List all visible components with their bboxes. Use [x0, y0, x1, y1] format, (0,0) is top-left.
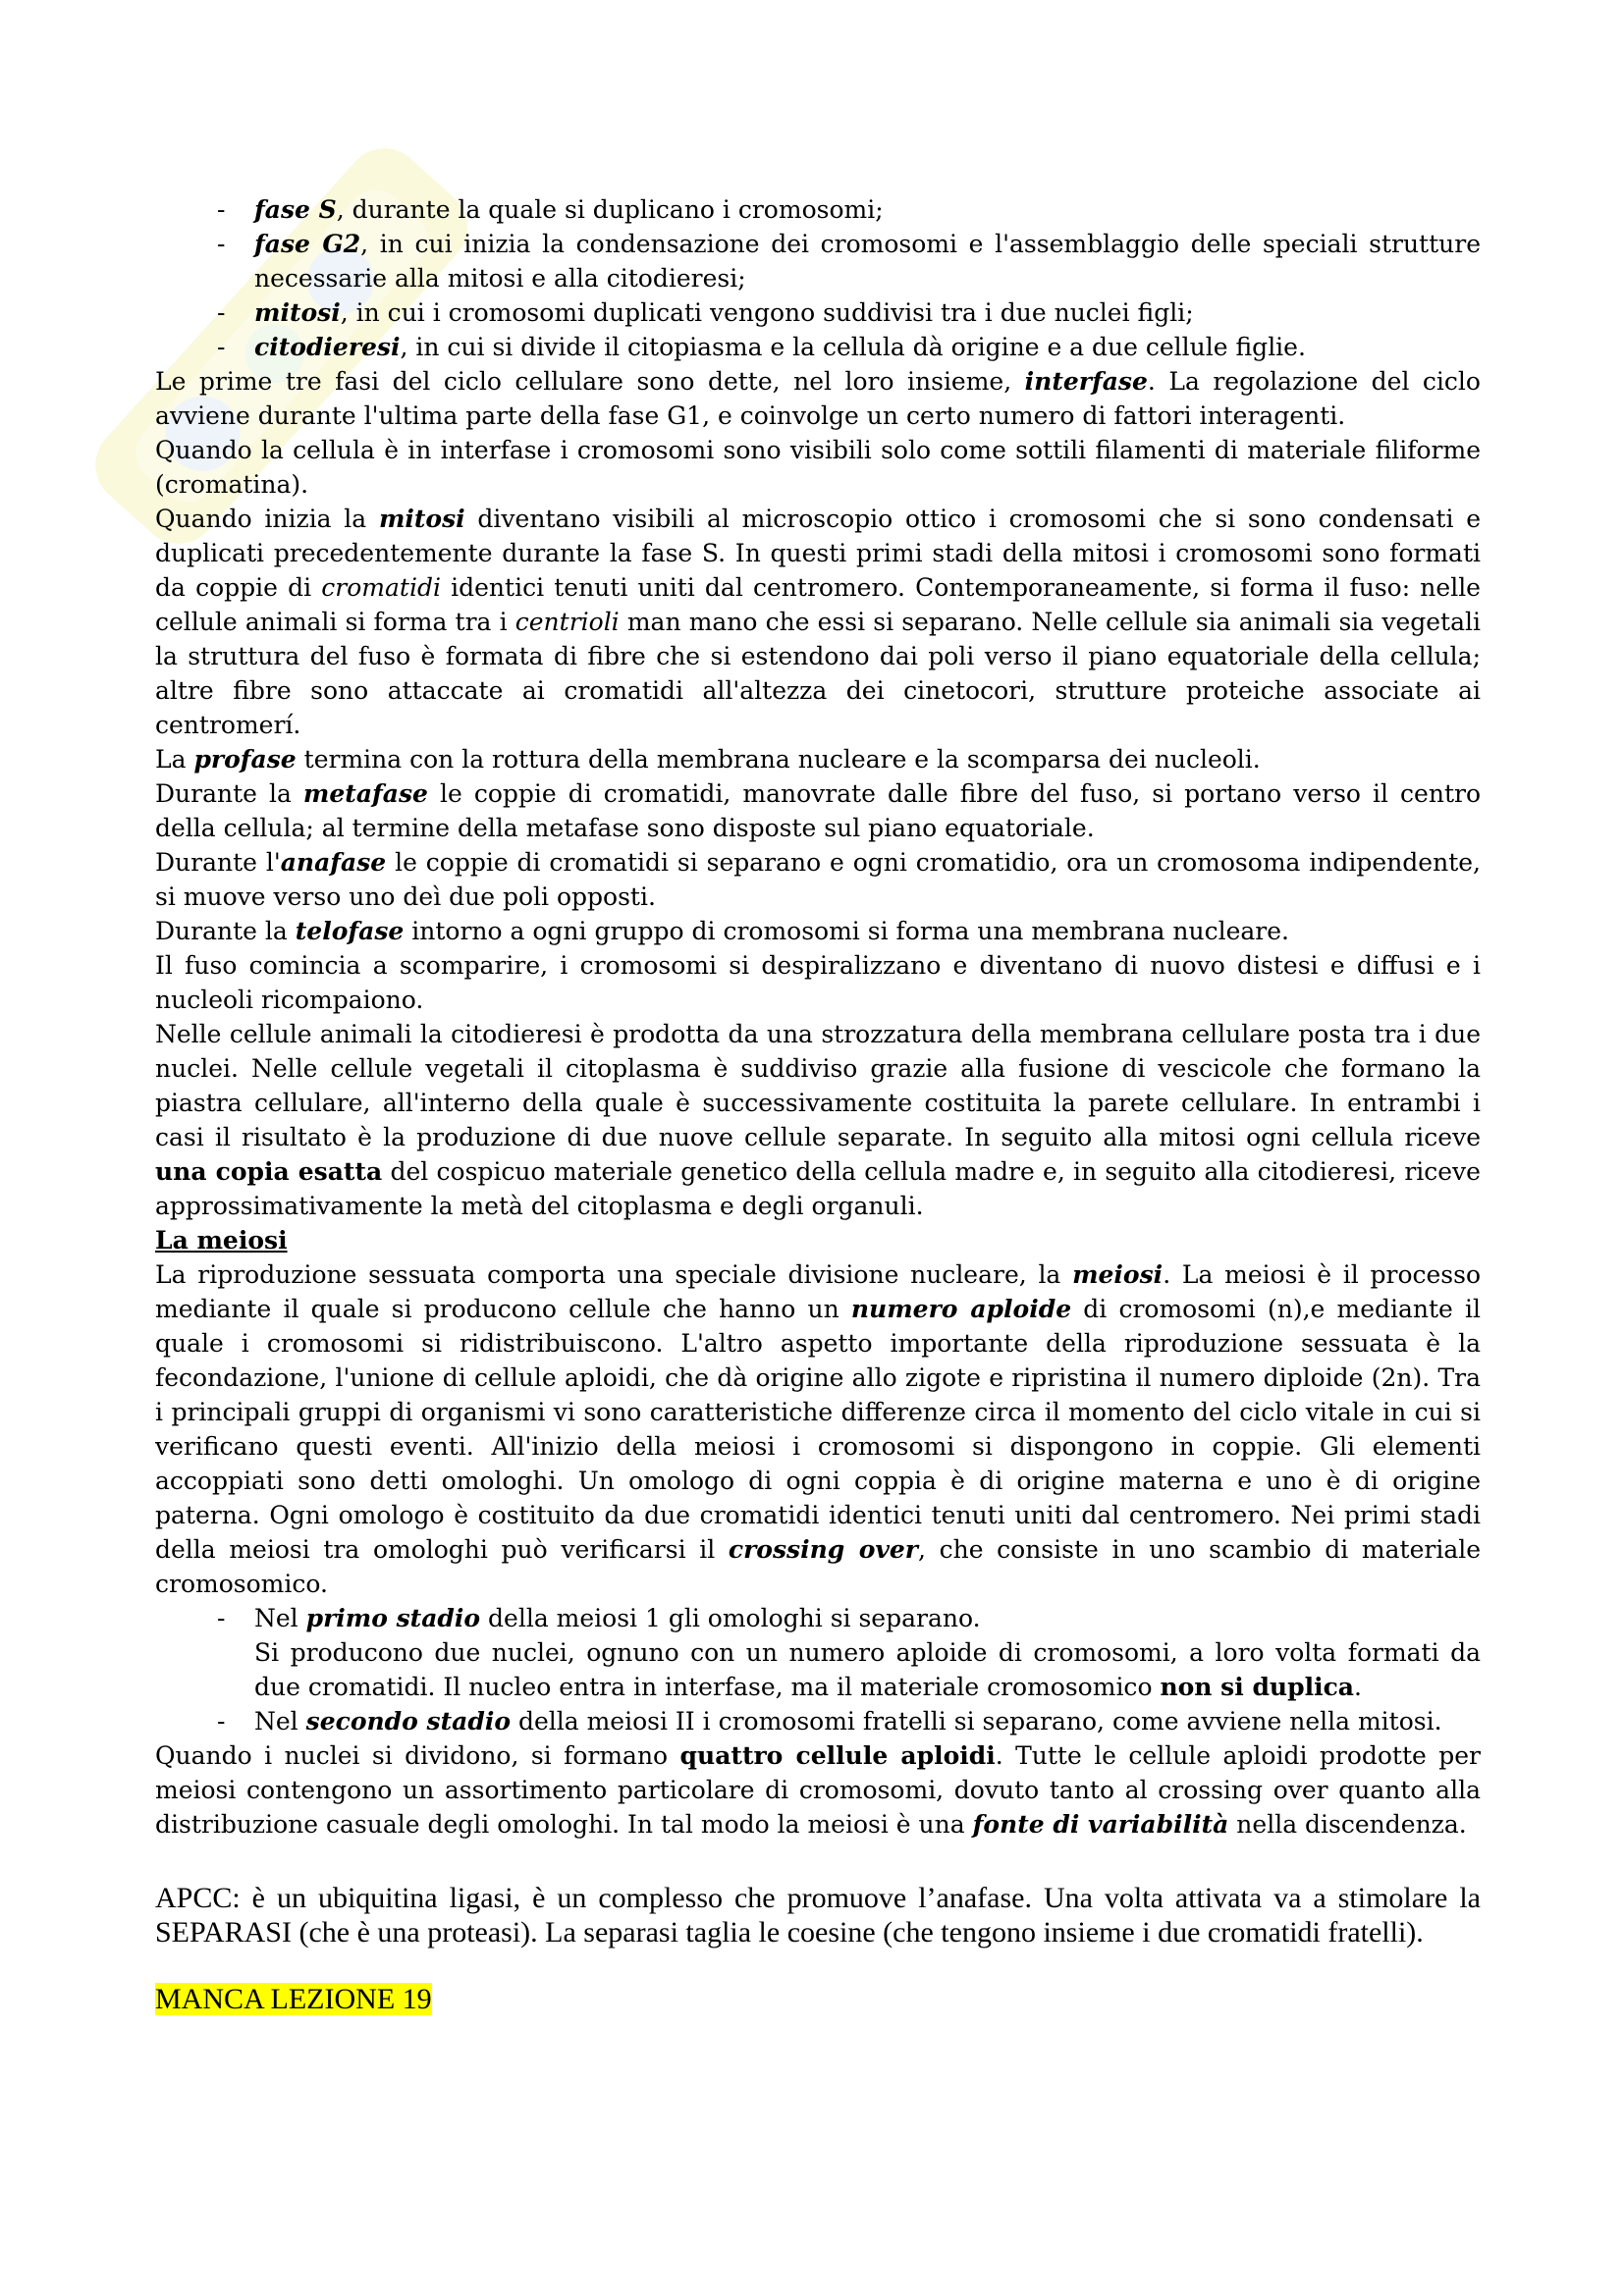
paragraph-cytokinesis: [155, 1017, 1481, 1223]
phase-term: citodieresi: [254, 333, 401, 361]
text-run: Nelle cellule animali la citodieresi è prodotta da una strozzatura della membrana cellulare posta tra i due nuclei. Nelle cellule vegetali il citoplasma è suddiviso grazie alla fusione di vescicole che formano la piastra cellulare, all'interno della quale è successivamente costituita la parete cellulare. In entrambi i casi il risultato è la produzione di due nuove cellule separate. In seguito alla mitosi ogni cellula riceve: [155, 1020, 1481, 1151]
list-marker: -: [217, 195, 226, 224]
phase-term: fase G2: [254, 230, 361, 258]
phase-term: mitosi: [254, 298, 341, 327]
text-run: del cospicuo materiale genetico della cellula madre e, in seguito alla citodieresi, riceve approssimativamente la metà del citoplasma e degli organuli.: [155, 1157, 1481, 1220]
text-run: Si producono due nuclei, ognuno con un numero aploide di cromosomi, a loro volta formati da due cromatidi. Il nucleo entra in interfase, ma il materiale cromosomico: [254, 1638, 1481, 1701]
text-run: le coppie di cromatidi si separano e ogni cromatidio, ora un cromosoma indipendente, si muove verso uno deì due poli opposti.: [155, 848, 1481, 911]
list-item: [217, 1601, 1481, 1704]
paragraph-meiosis-intro: [155, 1257, 1481, 1601]
text-run: man mano che essi si separano. Nelle cellule sia animali sia vegetali la struttura del fuso è formata di fibre che si estendono dai poli verso il piano equatoriale della cellula; altre fibre sono attaccate ai cromatidi all'altezza dei cinetocori, strutture proteiche associate ai centromerí.: [155, 608, 1481, 739]
text-run: Quando i nuclei si dividono, si formano: [155, 1741, 680, 1770]
key-term: fonte di variabilità: [972, 1810, 1229, 1839]
key-term: crossing over: [728, 1535, 918, 1564]
key-term: numero aploide: [850, 1295, 1072, 1323]
italic-term: centrioli: [514, 608, 620, 636]
bold-emphasis: quattro cellule aploidi: [679, 1741, 996, 1770]
italic-term: cromatidi: [321, 573, 441, 602]
phase-description: , in cui inizia la condensazione dei cromosomi e l'assemblaggio delle speciali strutture necessarie alla mitosi e alla citodieresi;: [254, 230, 1481, 293]
paragraph-meiosis-outcome: [155, 1738, 1481, 1842]
text-run: Nel: [254, 1707, 306, 1735]
missing-lesson-note: MANCA LEZIONE 19: [155, 1983, 432, 2015]
list-marker: -: [217, 333, 226, 361]
key-term: profase: [193, 745, 297, 774]
text-run: . La meiosi è il processo mediante il quale si producono cellule che hanno un: [155, 1260, 1481, 1323]
text-run: . La regolazione del ciclo avviene durante l'ultima parte della fase G1, e coinvolge un certo numero di fattori interagenti.: [155, 367, 1481, 430]
list-item: [217, 295, 1481, 330]
paragraph-prophase: [155, 742, 1481, 776]
text-run: nella discendenza.: [1228, 1810, 1467, 1839]
meiosis-stage-list: [155, 1601, 1481, 1738]
meiosis-heading: La meiosi: [155, 1226, 288, 1255]
text-run: intorno a ogni gruppo di cromosomi si forma una membrana nucleare.: [404, 917, 1289, 945]
list-item: [217, 192, 1481, 227]
text-run: identici tenuti uniti dal centromero. Contemporaneamente, si forma il fuso: nelle cellule animali si forma tra i: [155, 573, 1481, 636]
phase-description: , durante la quale si duplicano i cromosomi;: [336, 195, 884, 224]
text-run: Durante la: [155, 917, 296, 945]
bold-emphasis: non si duplica: [1160, 1673, 1354, 1701]
paragraph-metaphase: [155, 776, 1481, 845]
list-item: [217, 227, 1481, 295]
missing-lesson-paragraph: [155, 1982, 1481, 2016]
key-term: anafase: [280, 848, 387, 877]
key-term: metafase: [302, 779, 428, 808]
list-marker: -: [217, 1707, 226, 1735]
list-marker: -: [217, 230, 226, 258]
key-term: telofase: [295, 917, 405, 945]
key-term: primo stadio: [305, 1604, 481, 1632]
key-term: meiosi: [1072, 1260, 1164, 1289]
text-run: Durante la: [155, 779, 303, 808]
text-run: Le prime tre fasi del ciclo cellulare sono dette, nel loro insieme,: [155, 367, 1025, 396]
phase-term: fase S: [254, 195, 337, 224]
text-run: , che consiste in uno scambio di materiale cromosomico.: [155, 1535, 1482, 1598]
paragraph-anaphase: [155, 845, 1481, 914]
paragraph-spindle: Il fuso comincia a scomparire, i cromosomi si despiralizzano e diventano di nuovo distesi e diffusi e i nucleoli ricompaiono.: [155, 951, 1481, 1014]
key-term: mitosi: [378, 505, 465, 533]
key-term: interfase: [1024, 367, 1148, 396]
text-run: Durante l': [155, 848, 281, 877]
text-run: Quando inizia la: [155, 505, 379, 533]
bold-emphasis: una copia esatta: [155, 1157, 383, 1186]
text-run: .: [1354, 1673, 1362, 1701]
text-run: termina con la rottura della membrana nucleare e la scomparsa dei nucleoli.: [296, 745, 1261, 774]
list-item: [217, 1704, 1481, 1738]
paragraph-chromatin: Quando la cellula è in interfase i cromosomi sono visibili solo come sottili filamenti di materiale filiforme (cromatina).: [155, 436, 1481, 499]
list-item: [217, 330, 1481, 364]
phase-description: , in cui i cromosomi duplicati vengono suddivisi tra i due nuclei figli;: [340, 298, 1194, 327]
paragraph-mitosis-start: [155, 502, 1481, 742]
paragraph-interphase: [155, 364, 1481, 433]
list-marker: -: [217, 298, 226, 327]
text-run: di cromosomi (n),e mediante il quale i cromosomi si ridistribuiscono. L'altro aspetto importante della riproduzione sessuata è la fecondazione, l'unione di cellule aploidi, che dà origine allo zigote e ripristina il numero diploide (2n). Tra i principali gruppi di organismi vi sono caratteristiche differenze circa il momento del ciclo vitale in cui si verificano questi eventi. All'inizio della meiosi i cromosomi si dispongono in coppie. Gli elementi accoppiati sono detti omologhi. Un omologo di ogni coppia è di origine materna e uno è di origine paterna. Ogni omologo è costituito da due cromatidi identici tenuti uniti dal centromero. Nei primi stadi della meiosi tra omologhi può verificarsi il: [155, 1295, 1482, 1564]
apcc-note: APCC: è un ubiquitina ligasi, è un complesso che promuove l’anafase. Una volta attivata va a stimolare la SEPARASI (che è una proteasi). La separasi taglia le coesine (che tengono insieme i due cromatidi fratelli).: [155, 1882, 1481, 1949]
list-marker: -: [217, 1604, 226, 1632]
phase-description: , in cui si divide il citopiasma e la cellula dà origine e a due cellule figlie.: [400, 333, 1306, 361]
text-run: diventano visibili al microscopio ottico i cromosomi che si sono condensati e duplicati precedentemente durante la fase S. In questi primi stadi della mitosi i cromosomi sono formati da coppie di: [155, 505, 1482, 602]
text-run: La riproduzione sessuata comporta una speciale divisione nucleare, la: [155, 1260, 1073, 1289]
document-body: [155, 192, 1481, 2016]
paragraph-telophase: [155, 914, 1481, 948]
text-run: La: [155, 745, 194, 774]
cell-cycle-phase-list: [155, 192, 1481, 364]
text-run: della meiosi II i cromosomi fratelli si separano, come avviene nella mitosi.: [511, 1707, 1442, 1735]
key-term: secondo stadio: [305, 1707, 512, 1735]
text-run: Nel: [254, 1604, 306, 1632]
text-run: della meiosi 1 gli omologhi si separano.: [480, 1604, 981, 1632]
text-run: . Tutte le cellule aploidi prodotte per meiosi contengono un assortimento particolare di cromosomi, dovuto tanto al crossing over quanto alla distribuzione casuale degli omologhi. In tal modo la meiosi è una: [155, 1741, 1481, 1839]
text-run: le coppie di cromatidi, manovrate dalle fibre del fuso, si portano verso il centro della cellula; al termine della metafase sono disposte sul piano equatoriale.: [155, 779, 1481, 842]
